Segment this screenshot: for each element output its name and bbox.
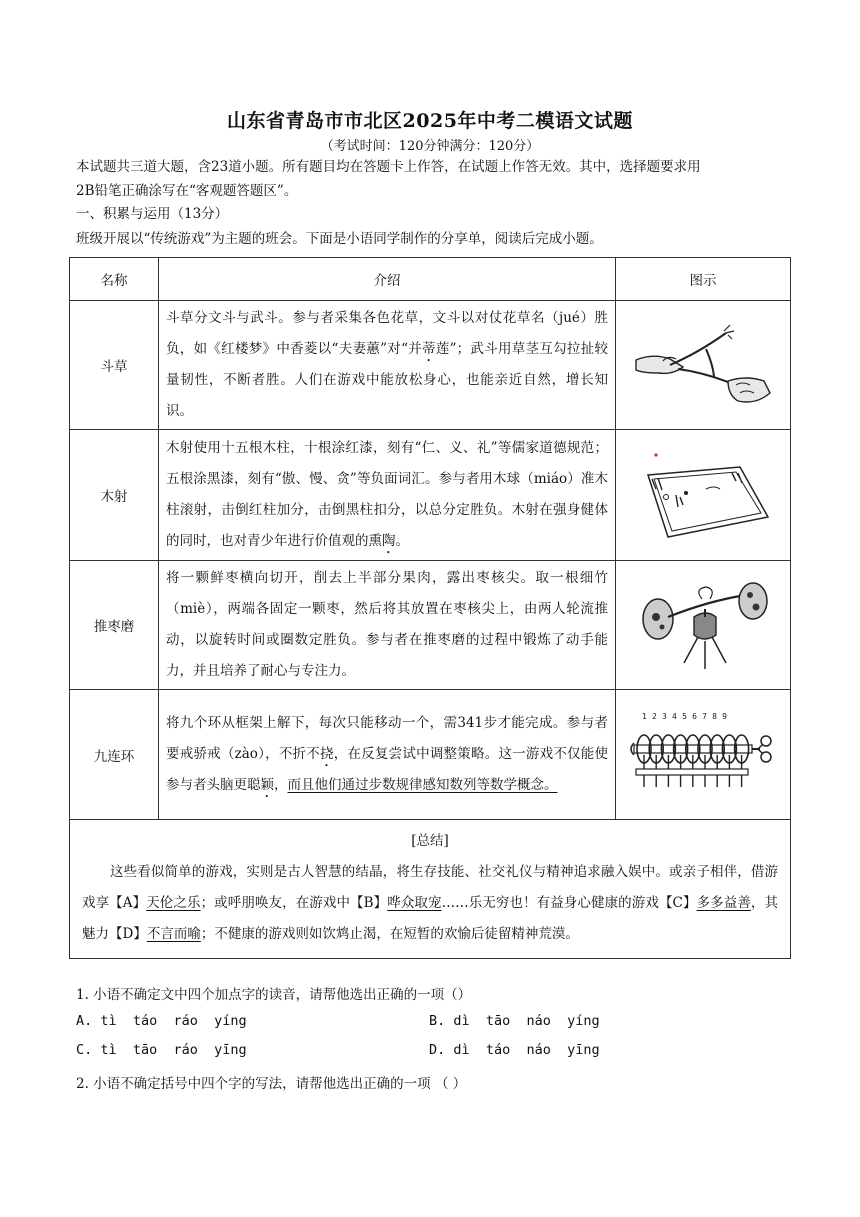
summary-cell [70,820,791,959]
game-name: 九连环 [70,690,159,820]
q1-option-d[interactable]: D. dì táo náo yīng [429,1042,600,1058]
table-row [70,430,791,561]
summary-segment: ；或呼朋唤友，在游戏中【B】 [200,895,388,911]
game-name: 推枣磨 [70,561,159,690]
header-image: 图示 [616,258,791,301]
table-row [70,561,791,690]
share-sheet-table [69,257,791,959]
question-2: 2. 小语不确定括号中四个字的写法，请帮他选出正确的一项 （ ） [76,1076,467,1092]
exam-info: （考试时间：120分钟满分：120分） [320,139,540,154]
game-name: 木射 [70,430,159,561]
q1-option-b[interactable]: B. dì tāo náo yíng [429,1013,600,1029]
game-intro [159,690,616,820]
ring-numbers: 123456789 [642,711,733,721]
underlined-sentence: 而且他们通过步数规律感知数列等数学概念。 [287,777,558,793]
wooden-pins-board-icon [616,430,791,561]
option-a-phrase: 天伦之乐 [146,895,201,911]
game-intro [159,430,616,561]
summary-text [82,857,778,950]
table-row [70,301,791,430]
question-1: 1. 小语不确定文中四个加点字的读音，请帮他选出正确的一项（） [76,987,472,1003]
intro-text: 将一颗鲜枣横向切开，削去上半部分果肉，露出枣核尖。取一根细竹（miè），两端各固定一颗枣，然后将其放置在枣核尖上，由两人轮流推动，以旋转时间或圈数定胜负。参与者在推枣磨的过程中锻炼了动手能力，并且培养了耐心与专注力。 [166,570,608,679]
nine-linked-rings-icon [616,690,791,820]
summary-segment: ；不健康的游戏则如饮鸩止渴，在短暂的欢愉后徒留精神荒漠。 [200,926,579,942]
game-intro [159,301,616,430]
summary-segment: ，其魅力【D】 [82,895,779,942]
header-name: 名称 [70,258,159,301]
dotted-char: 颖 [260,777,274,793]
option-b-phrase: 哗众取宠 [387,895,442,911]
instructions-line-1: 本试题共三道大题，含23道小题。所有题目均在答题卡上作答，在试题上作答无效。其中，选择题要求用 [76,159,701,175]
intro-text: ，在反复尝试中调整策略。这一游戏不仅能使参与者头脑更聪 [166,746,609,793]
grass-pulling-hands-icon [616,301,791,430]
option-c-phrase: 多多益善 [696,895,751,911]
game-intro [159,561,616,690]
summary-title: [总结] [411,833,449,849]
intro-text: 莲”；武斗用草茎互勾拉扯较量韧性，不断者胜。人们在游戏中能放松身心，也能亲近自然，增长知识。 [166,341,608,419]
intro-text: 。 [395,533,409,549]
dotted-char: 陶 [382,533,396,549]
section-intro: 班级开展以“传统游戏”为主题的班会。下面是小语同学制作的分享单，阅读后完成小题。 [76,231,603,247]
table-row [70,690,791,820]
table-header-row [70,258,791,301]
section-heading: 一、积累与运用（13分） [76,206,229,222]
dotted-char: 挠 [320,746,334,762]
intro-text: ， [274,777,288,793]
option-d-phrase: 不言而喻 [146,926,201,942]
q1-option-a[interactable]: A. tì táo ráo yíng [76,1013,247,1029]
game-name: 斗草 [70,301,159,430]
q1-option-c[interactable]: C. tì tāo ráo yīng [76,1042,247,1058]
intro-text: 将九个环从框架上解下，每次只能移动一个，需341步才能完成。参与者要戒骄戒（zào），不折不 [166,715,608,762]
summary-row [70,820,791,959]
intro-text: 斗草分文斗与武斗。参与者采集各色花草，文斗以对仗花草名（jué）胜负，如《红楼梦》中香菱以“夫妻蕙”对“并 [166,310,608,357]
page-title: 山东省青岛市市北区2025年中考二模语文试题 [227,110,633,132]
date-mill-icon [616,561,791,690]
dotted-char: 蒂 [422,341,436,357]
instructions-line-2: 2B铅笔正确涂写在“客观题答题区”。 [76,183,298,199]
summary-segment: ……乐无穷也！有益身心健康的游戏【C】 [441,895,697,911]
summary-segment: 这些看似简单的游戏，实则是古人智慧的结晶，将生存技能、社交礼仪与精神追求融入娱中。或亲子相伴，借游戏享【A】 [82,864,778,911]
intro-text: 木射使用十五根木柱，十根涂红漆，刻有“仁、义、礼”等儒家道德规范；五根涂黑漆，刻有“傲、慢、贪”等负面词汇。参与者用木球（miáo）准木柱滚射，击倒红柱加分，击倒黑柱扣分，以总分定胜负。木射在强身健体的同时，也对青少年进行价值观的熏 [166,440,608,549]
header-intro: 介绍 [159,258,616,301]
